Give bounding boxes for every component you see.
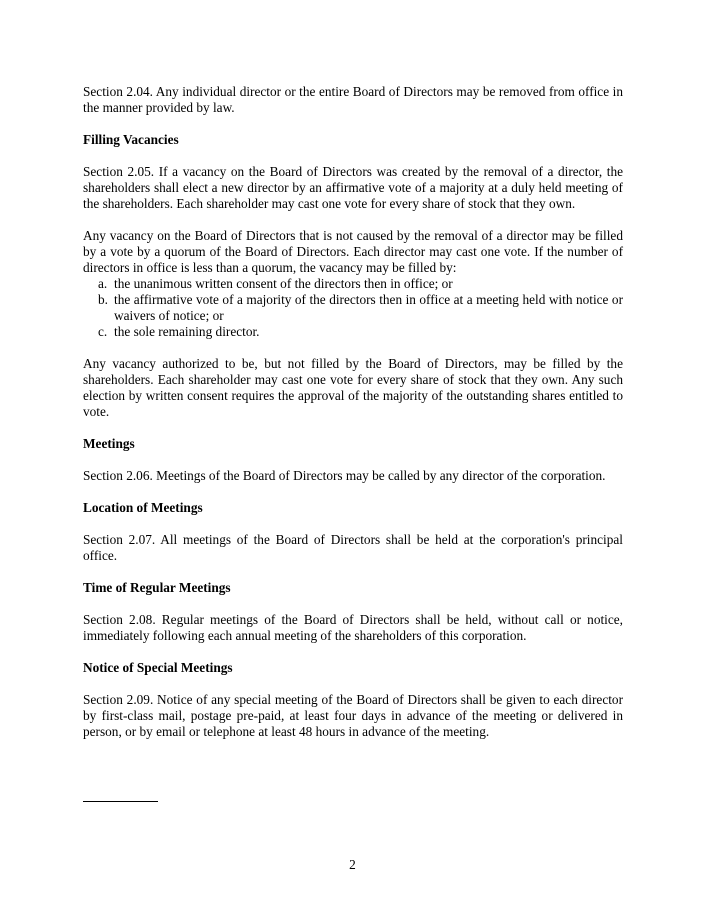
- list-marker: a.: [98, 276, 108, 291]
- section-2-05-paragraph: Section 2.05. If a vacancy on the Board of Directors was created by the removal of a director, the shareholders shall elect a new director by an affirmative vote of a majority at a duly held meeting of the shareholders. Each shareholder may cast one vote for every share of stock that they own.: [83, 164, 623, 211]
- section-2-08-paragraph: Section 2.08. Regular meetings of the Board of Directors shall be held, without call or notice, immediately following each annual meeting of the shareholders of this corporation.: [83, 612, 623, 643]
- list-marker: c.: [98, 324, 108, 339]
- section-2-04-paragraph: Section 2.04. Any individual director or the entire Board of Directors may be removed from office in the manner provided by law.: [83, 84, 623, 115]
- vacancy-quorum-paragraph: Any vacancy on the Board of Directors that is not caused by the removal of a director may be filled by a vote by a quorum of the Board of Directors. Each director may cast one vote. If the number of directors in office is less than a quorum, the vacancy may be filled by:: [83, 228, 623, 275]
- list-item: [83, 292, 623, 324]
- list-item-text: the unanimous written consent of the directors then in office; or: [114, 276, 453, 291]
- vacancy-shareholders-paragraph: Any vacancy authorized to be, but not filled by the Board of Directors, may be filled by the shareholders. Each shareholder may cast one vote for every share of stock that they own. Any such election by written consent requires the approval of the majority of the outstanding shares entitled to vote.: [83, 356, 623, 419]
- list-item: [83, 276, 623, 292]
- vacancy-options-list: [83, 276, 623, 340]
- heading-filling-vacancies: Filling Vacancies: [83, 132, 179, 147]
- heading-meetings: Meetings: [83, 436, 135, 451]
- list-item: [83, 324, 623, 340]
- section-2-07-paragraph: Section 2.07. All meetings of the Board of Directors shall be held at the corporation's principal office.: [83, 532, 623, 563]
- list-marker: b.: [98, 292, 108, 307]
- section-2-09-paragraph: Section 2.09. Notice of any special meeting of the Board of Directors shall be given to each director by first-class mail, postage pre-paid, at least four days in advance of the meeting or delivered in person, or by email or telephone at least 48 hours in advance of the meeting.: [83, 692, 623, 739]
- list-item-text: the affirmative vote of a majority of the directors then in office at a meeting held with notice or waivers of notice; or: [114, 292, 623, 323]
- heading-time-of-regular-meetings: Time of Regular Meetings: [83, 580, 231, 595]
- section-2-06-paragraph: Section 2.06. Meetings of the Board of Directors may be called by any director of the corporation.: [83, 468, 606, 483]
- list-item-text: the sole remaining director.: [114, 324, 260, 339]
- heading-notice-of-special-meetings: Notice of Special Meetings: [83, 660, 233, 675]
- heading-location-of-meetings: Location of Meetings: [83, 500, 203, 515]
- page-number: 2: [349, 857, 356, 872]
- footnote-separator: [83, 801, 158, 802]
- document-body: [83, 84, 623, 756]
